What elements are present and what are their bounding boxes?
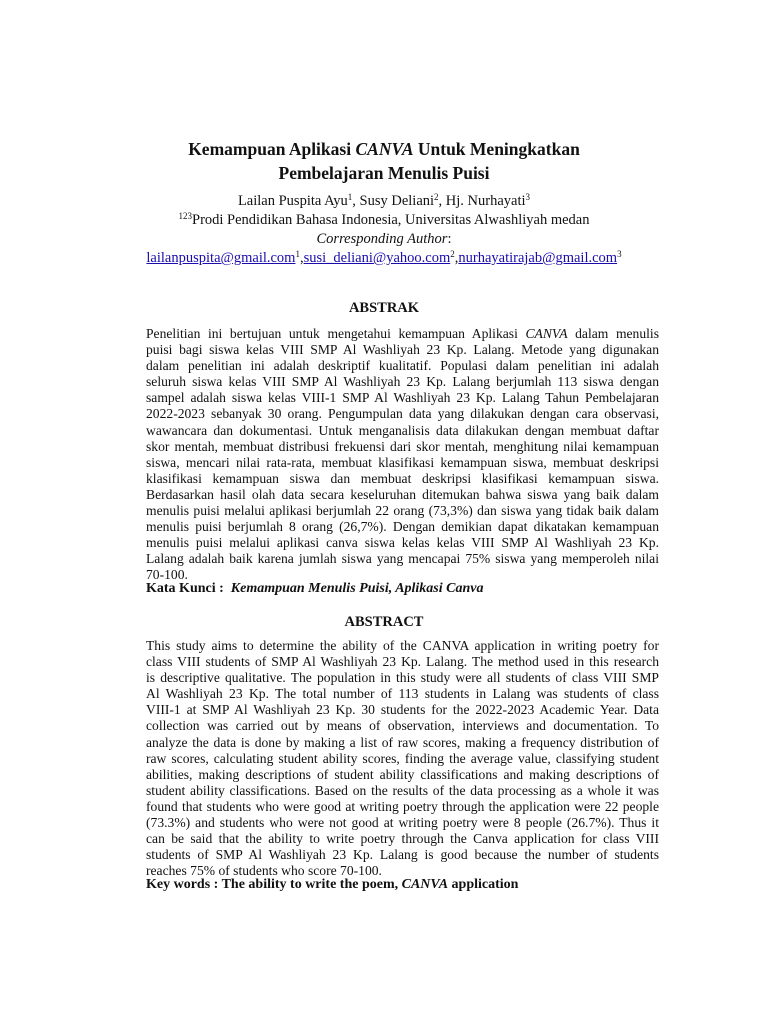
corresponding-author: Corresponding Author:	[316, 231, 452, 247]
key-words: Key words : The ability to write the poem, CANVA application	[146, 877, 519, 892]
abstrak-line: 70-100.	[146, 567, 188, 583]
abstrak-line: klasifikasi kemampuan siswa dan membuat deskripsi klasifikasi kemampuan siswa.	[146, 470, 659, 486]
abstrak-line: menulis puisi melalui aplikasi canva siswa kelas kelas VIII SMP Al Washliyah 23 Kp.	[146, 535, 659, 551]
abstrak-line: Lalang adalah baik karena jumlah siswa yang mencapai 75% siswa yang memperoleh nilai	[146, 551, 659, 567]
abstract-line: student ability classifications. Based on the results of the data processing as a whole it was	[146, 782, 659, 798]
abstract-line: This study aims to determine the ability of the CANVA application in writing poetry for	[146, 638, 659, 653]
abstract-line: found that students who were good at writing poetry through the application were 22 people	[146, 798, 659, 814]
author-3: Hj. Nurhayati	[445, 193, 526, 209]
abstract-line: reaches 75% of students who score 70-100.	[146, 863, 382, 879]
abstract-line: collection was carried out by means of observation, interviews and documentation. To	[146, 718, 659, 734]
abstrak-heading: ABSTRAK	[348, 300, 420, 316]
abstrak-line: Berdasarkan hasil olah data secara keseluruhan ditemukan bahwa siswa yang baik dalam	[146, 486, 659, 502]
abstrak-line: puisi bagi siswa kelas VIII SMP Al Washliyah 23 Kp. Lalang. Metode yang digunakan	[146, 342, 659, 358]
abstract-line: class VIII students of SMP Al Washliyah 23 Kp. Lalang. The method used in this research	[146, 654, 659, 670]
author-names: Lailan Puspita Ayu$^1$, Susy Deliani$^2$, Hj. Nurhayati$^3$	[237, 192, 531, 209]
abstract-line: (73.3%) and students who were not good at writing poetry were 8 people (26.7%). Thus it	[146, 815, 659, 831]
abstract-line: Al Washliyah 23 Kp. The total number of 113 students in Lalang was students of class	[146, 686, 659, 702]
abstrak-paragraph	[146, 326, 659, 584]
kata-kunci	[146, 580, 666, 598]
email-link-2[interactable]: susi_deliani@yahoo.com	[303, 250, 451, 266]
abstrak-line: dalam penelitian ini adalah deskriptif kualitatif. Populasi dalam penelitian ini adalah	[146, 358, 659, 374]
abstract-line: students of SMP Al Washliyah 23 Kp. Lalang is good because the number of students	[146, 847, 659, 863]
title-line-1: Kemampuan Aplikasi CANVA Untuk Meningkatkan	[188, 139, 580, 159]
key-words-canva: CANVA	[401, 877, 449, 892]
affiliation: $^{123}$Prodi Pendidikan Bahasa Indonesia, Universitas Alwashliyah medan	[178, 211, 590, 228]
abstract-heading: ABSTRACT	[344, 614, 424, 630]
abstrak-line: wawancara dan dokumentasi. Untuk menganalisis data dilakukan dengan membuat daftar	[146, 422, 659, 438]
abstract-paragraph	[146, 638, 659, 879]
title-line-2: Pembelajaran Menulis Puisi	[278, 163, 490, 183]
abstrak-line: menulis puisi berjumlah 8 orang (26,7%). Dengan demikian dapat dikatakan kemampuan	[146, 519, 659, 535]
abstract-line: abilities, making descriptions of student ability classifications and making descriptions of	[146, 766, 659, 782]
abstract-line: VIII-1 at SMP Al Washliyah 23 Kp. 30 students for the 2022-2023 Academic Year. Data	[146, 702, 659, 718]
title-canva: CANVA	[355, 139, 414, 159]
author-block	[0, 192, 768, 268]
email-link-3[interactable]: nurhayatirajab@gmail.com	[458, 250, 618, 266]
email-link-1[interactable]: lailanpuspita@gmail.com	[146, 250, 296, 266]
abstrak-line: siswa, mencari nilai rata-rata, membuat klasifikasi kemampuan siswa, membuat deskripsi	[146, 454, 659, 470]
abstract-line: is descriptive qualitative. The population in this study were all students of class VIII SMP	[146, 670, 659, 686]
abstrak-line: 2022-2023 sebanyak 30 orang. Pengumpulan data yang dilakukan dengan cara observasi,	[146, 406, 659, 422]
author-1: Lailan Puspita Ayu	[237, 193, 348, 209]
abstrak-line: sampel adalah siswa kelas VIII-1 SMP Al Washliyah 23 Kp. Lalang Tahun Pembelajaran	[146, 390, 659, 406]
key-words-label: Key words : The ability to write the poem,	[146, 877, 402, 892]
email-list: lailanpuspita@gmail.com$^1$,susi_deliani@yahoo.com$^2$,nurhayatirajab@gmail.com$^3$	[146, 249, 622, 266]
kata-kunci-values: Kemampuan Menulis Puisi, Aplikasi Canva	[230, 581, 484, 596]
paper-title	[0, 137, 768, 185]
abstrak-line-first: Penelitian ini bertujuan untuk mengetahui kemampuan Aplikasi CANVA dalam menulis	[146, 326, 659, 341]
abstract-line: raw scores, calculating student ability scores, finding the average value, classifying student	[146, 750, 659, 766]
abstract-line: analyze the data is done by making a list of raw scores, making a frequency distribution of	[146, 734, 659, 750]
kata-kunci-label: Kata Kunci :	[146, 581, 224, 596]
abstract-line: can be said that the ability to write poetry through the Canva application for class VIII	[146, 831, 659, 847]
abstrak-line: skor mentah, membuat distribusi frekuensi dari skor mentah, menghitung nilai kemampuan	[146, 438, 659, 454]
author-2: Susy Deliani	[359, 193, 435, 209]
abstrak-line: menulis puisi melalui aplikasi berjumlah 22 orang (73,3%) dan siswa yang tidak baik dalam	[146, 503, 659, 519]
abstrak-line: seluruh siswa kelas VIII SMP Al Washliyah 23 Kp. Lalang berjumlah 113 siswa dengan	[146, 374, 659, 390]
